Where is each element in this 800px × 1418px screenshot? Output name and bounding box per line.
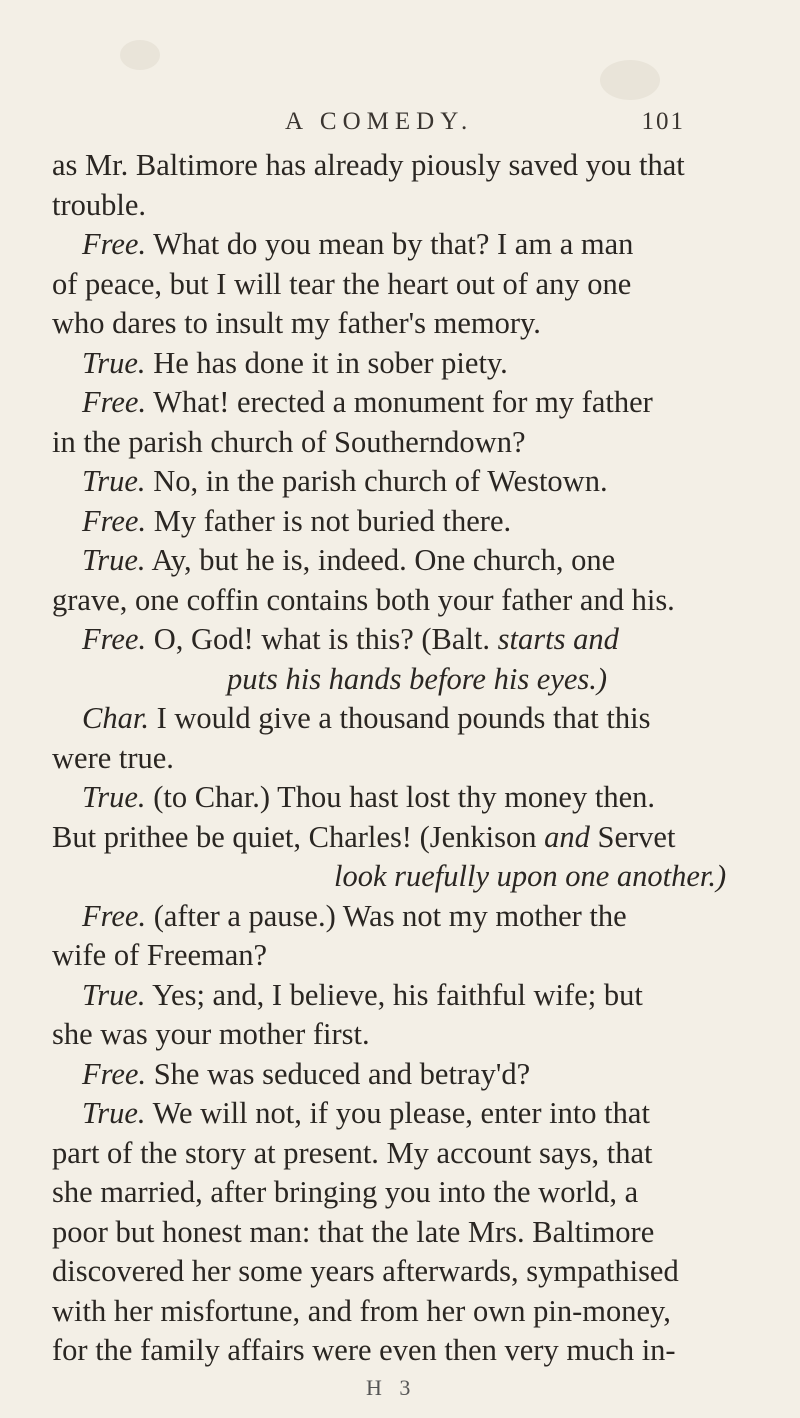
speaker-name: True.: [82, 977, 146, 1012]
speaker-name: True.: [82, 1096, 146, 1130]
paper-stain: [120, 40, 160, 70]
text-line: grave, one coffin contains both your father and his.: [52, 582, 675, 617]
speaker-name: Free.: [82, 227, 147, 261]
dialogue-line: True. Ay, but he is, indeed. One church, one: [82, 543, 616, 577]
dialogue-line: Free. What! erected a monument for my father: [82, 385, 653, 419]
running-title: A COMEDY.: [285, 108, 474, 135]
text-line: part of the story at present. My account says, that: [52, 1135, 653, 1170]
speaker-name: Free.: [82, 1056, 147, 1091]
speaker-name: Free.: [82, 622, 147, 656]
page-header: [285, 108, 685, 148]
text-line: with her misfortune, and from her own pin-money,: [52, 1293, 671, 1328]
text-line: she was your mother first.: [52, 1017, 370, 1051]
dialogue-line: True. (to Char.) Thou hast lost thy money then.: [82, 780, 655, 814]
speaker-name: True.: [82, 543, 146, 577]
speaker-name: Char.: [82, 701, 149, 735]
speaker-name: True.: [82, 464, 146, 498]
dialogue-line: True. No, in the parish church of Westown.: [82, 464, 608, 498]
stage-direction: puts his hands before his eyes.): [227, 661, 608, 696]
text-line: poor but honest man: that the late Mrs. Baltimore: [52, 1214, 655, 1249]
dialogue-line: Free. My father is not buried there.: [82, 503, 512, 538]
stage-direction: starts and: [497, 622, 619, 656]
speaker-name: Free.: [82, 898, 147, 933]
signature-mark: H 3: [366, 1375, 417, 1400]
text-line: of peace, but I will tear the heart out of any one: [52, 266, 632, 301]
dialogue-line: True. He has done it in sober piety.: [82, 345, 508, 380]
dialogue-line: Free. She was seduced and betray'd?: [82, 1056, 531, 1091]
text-line: But prithee be quiet, Charles! (Jenkison and Servet: [52, 819, 676, 854]
text-line: she married, after bringing you into the world, a: [52, 1175, 639, 1209]
speaker-name: Free.: [82, 385, 147, 419]
text-line: discovered her some years afterwards, sympathised: [52, 1254, 679, 1288]
text-line: wife of Freeman?: [52, 938, 268, 972]
dialogue-line: Char. I would give a thousand pounds that this: [82, 701, 651, 735]
speaker-name: True.: [82, 780, 146, 814]
text-line: trouble.: [52, 187, 147, 222]
dialogue-line: Free. What do you mean by that? I am a man: [82, 227, 634, 261]
stage-direction: and: [544, 819, 590, 854]
dialogue-line: True. Yes; and, I believe, his faithful wife; but: [82, 977, 643, 1012]
stage-direction-line: [52, 857, 752, 897]
text-line: in the parish church of Southerndown?: [52, 424, 526, 459]
page-number: 101: [641, 108, 685, 135]
dialogue-line: True. We will not, if you please, enter into that: [82, 1096, 650, 1130]
stage-direction: look ruefully upon one another.): [334, 859, 727, 893]
text-line: as Mr. Baltimore has already piously saved you that: [52, 148, 685, 182]
speaker-name: True.: [82, 345, 146, 380]
paper-stain: [600, 60, 660, 100]
body-text: [52, 146, 752, 1371]
dialogue-line: Free. (after a pause.) Was not my mother the: [82, 898, 627, 933]
text-line: for the family affairs were even then very much in-: [52, 1333, 676, 1367]
dialogue-line: Free. O, God! what is this? (Balt. starts and: [82, 622, 619, 656]
stage-direction-line: [52, 660, 752, 700]
text-line: who dares to insult my father's memory.: [52, 306, 541, 340]
text-line: were true.: [52, 740, 174, 775]
speaker-name: Free.: [82, 503, 147, 538]
